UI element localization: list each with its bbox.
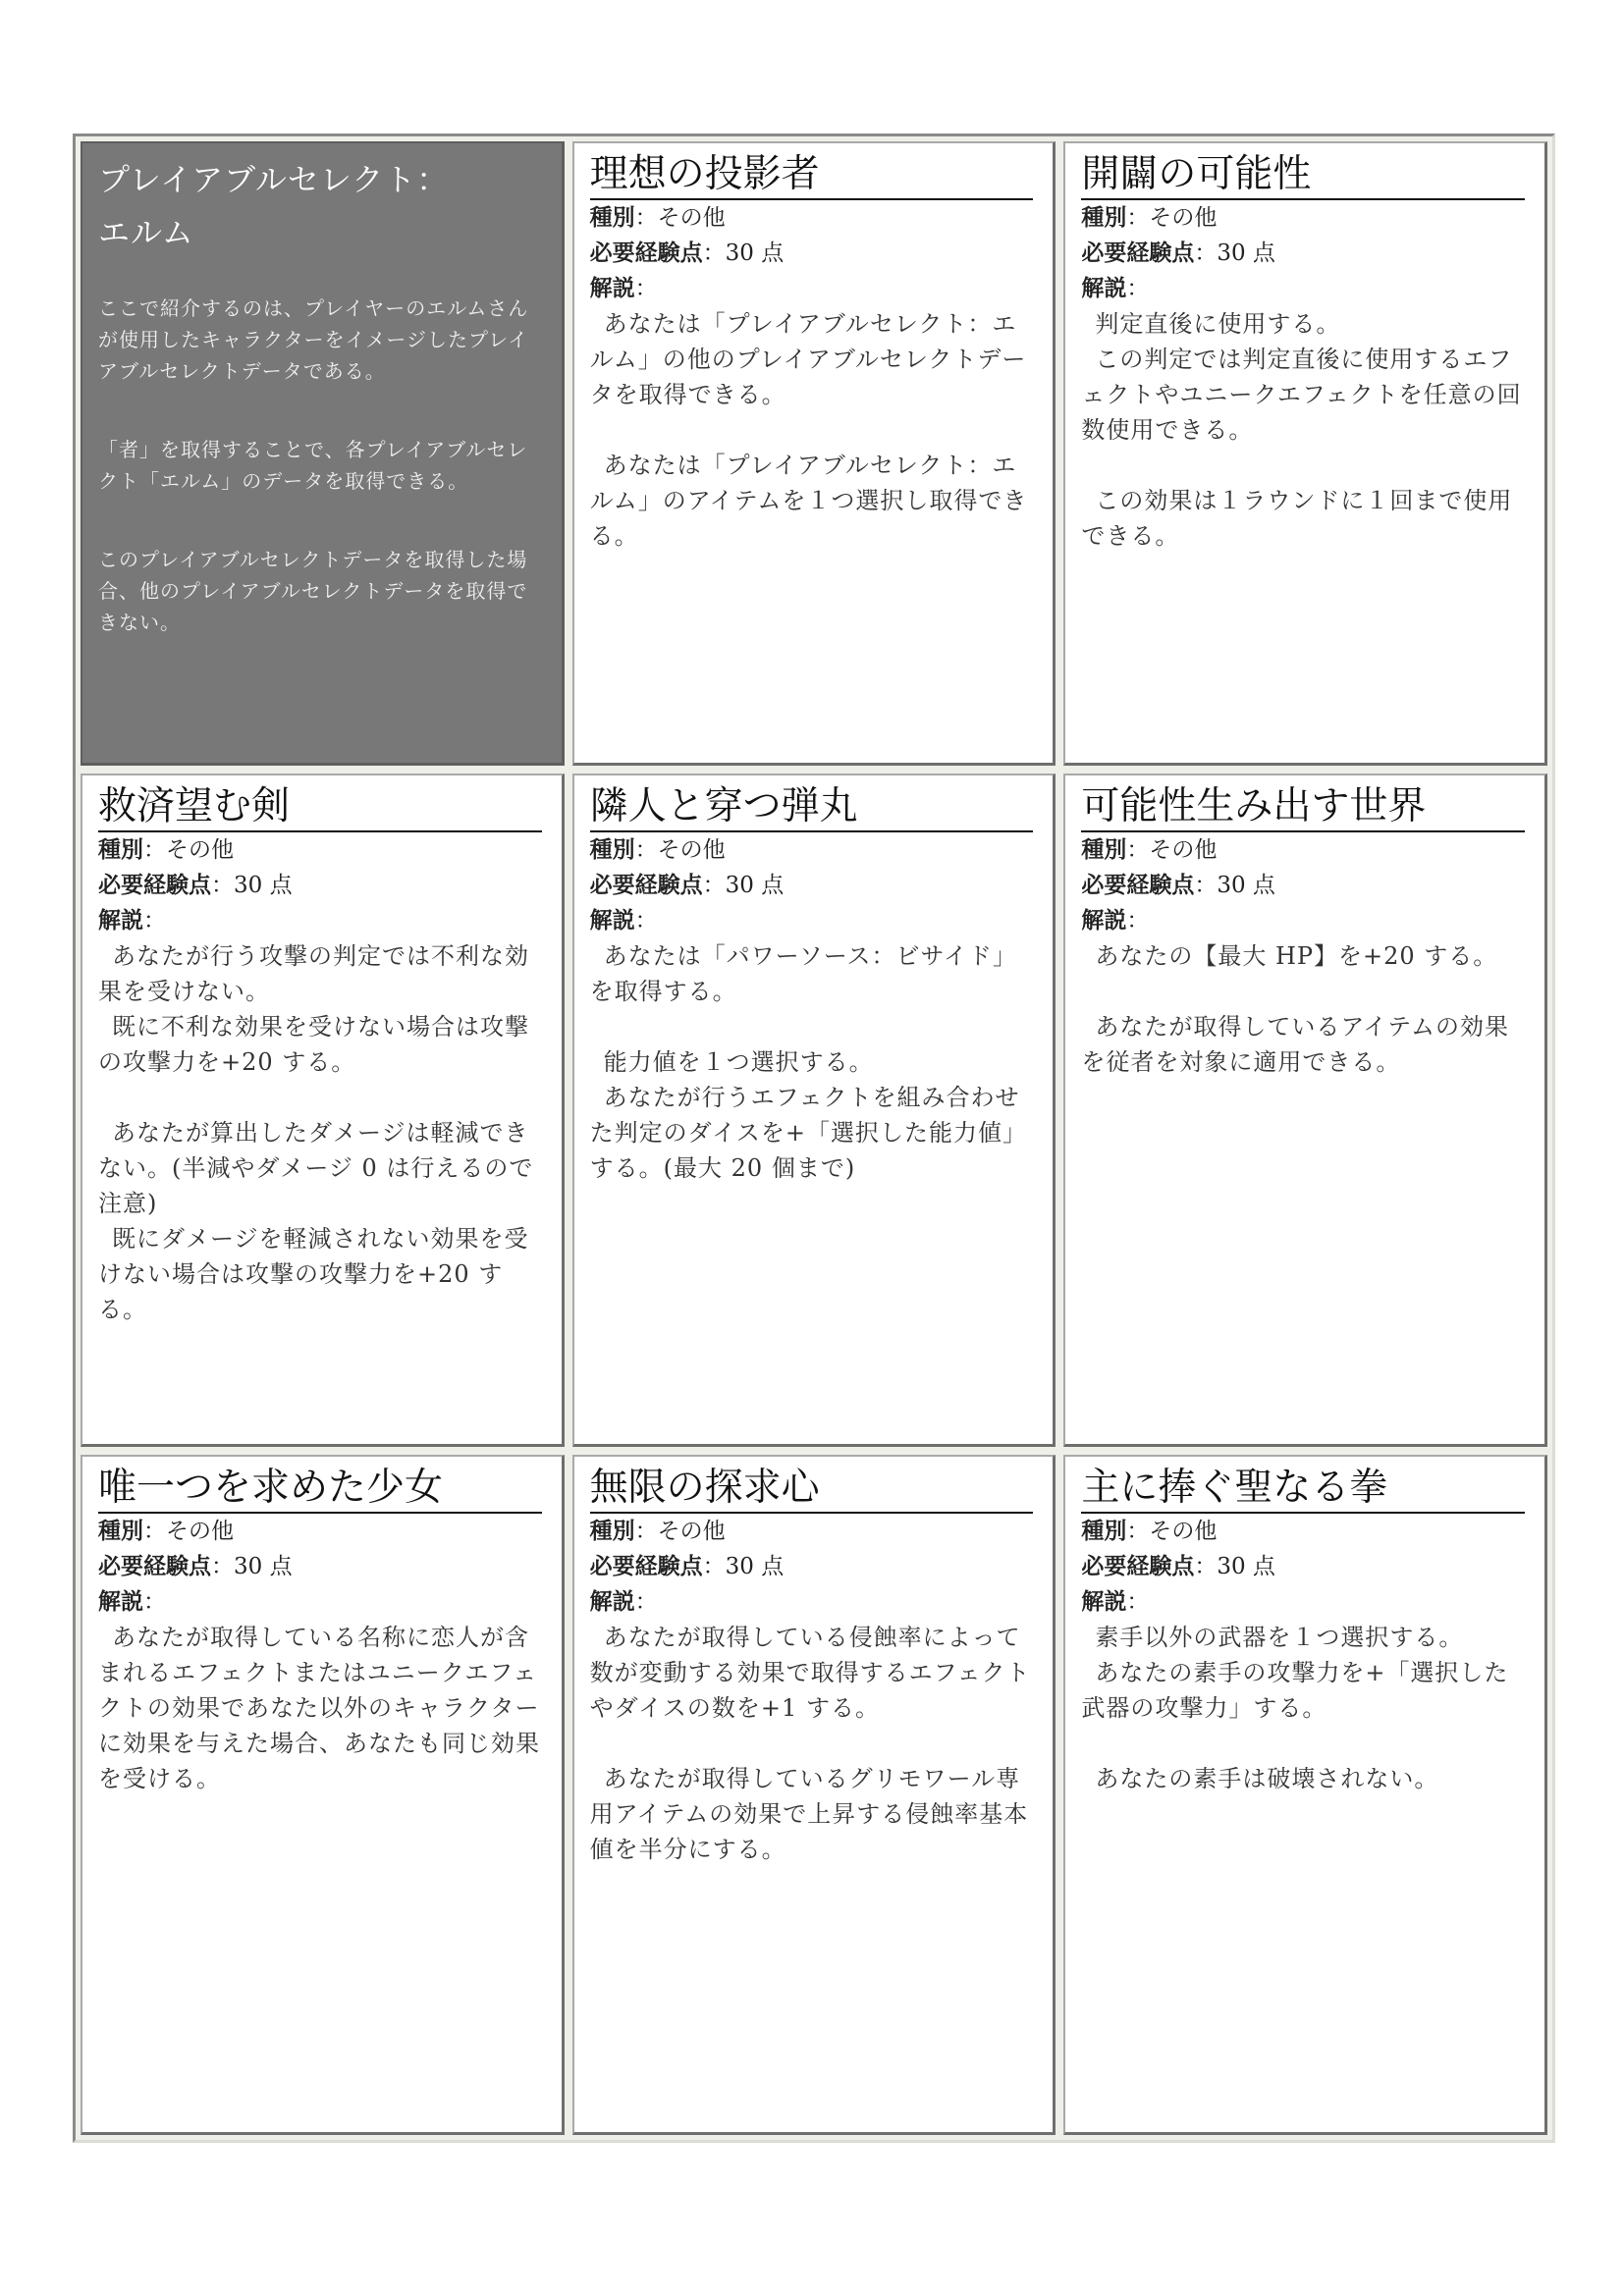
- card-desc-paragraph: 既にダメージを軽減されない効果を受けない場合は攻撃の攻撃力を+20 する。: [98, 1225, 529, 1323]
- card-desc-paragraph: あなたが取得している侵蝕率によって数が変動する効果で取得するエフェクトやダイスの数を+1 する。: [589, 1624, 1031, 1722]
- type-value: その他: [166, 837, 234, 863]
- exp-label: 必要経験点: [589, 873, 703, 898]
- intro-paragraph: 「者」を取得することで、各プレイアブルセレクト「エルム」のデータを取得できる。: [98, 438, 528, 493]
- card-type: 種別：その他: [98, 1519, 234, 1544]
- card-desc: [590, 938, 1040, 1186]
- exp-value: 30 点: [234, 1554, 293, 1579]
- exp-value: 30 点: [725, 873, 785, 898]
- card-exp: 必要経験点：30 点: [98, 873, 293, 898]
- card-desc-paragraph: あなたは「パワーソース：ビサイド」を取得する。: [589, 942, 1017, 1005]
- card-type: 種別：その他: [1081, 837, 1218, 863]
- type-value: その他: [1149, 1519, 1218, 1544]
- type-value: その他: [166, 1519, 234, 1544]
- card-exp: 必要経験点：30 点: [589, 873, 785, 898]
- card-desc: [1081, 306, 1531, 554]
- card-exp: 必要経験点：30 点: [1081, 240, 1275, 266]
- card-desc: [1081, 1620, 1531, 1796]
- card-desc-paragraph: 既に不利な効果を受けない場合は攻撃の攻撃力を+20 する。: [98, 1013, 529, 1076]
- card-desc-paragraph: この効果は１ラウンドに１回まで使用できる。: [1081, 487, 1513, 550]
- card-desc-paragraph: あなたが行うエフェクトを組み合わせた判定のダイスを+「選択した能力値」する。(最大 20 個まで): [589, 1084, 1028, 1182]
- card-title: 唯一つを求めた少女: [98, 1465, 542, 1514]
- card-exp: 必要経験点：30 点: [1081, 1554, 1275, 1579]
- intro-text: [98, 293, 544, 638]
- exp-label: 必要経験点: [589, 1554, 703, 1579]
- card-desc-paragraph: あなたの【最大 HP】を+20 する。: [1095, 942, 1498, 970]
- card-desc-paragraph: あなたが算出したダメージは軽減できない。(半減やダメージ 0 は行えるので注意): [98, 1119, 534, 1217]
- card-desc-heading: 解説：: [589, 1589, 658, 1615]
- card-type: 種別：その他: [589, 837, 726, 863]
- card-title: 無限の探求心: [590, 1465, 1034, 1514]
- card-sheet: [73, 133, 1555, 2143]
- card-desc-paragraph: 能力値を１つ選択する。: [603, 1048, 874, 1076]
- card-desc: [98, 938, 548, 1327]
- exp-value: 30 点: [1217, 1554, 1275, 1579]
- card-desc-heading: 解説：: [589, 908, 658, 934]
- type-label: 種別: [589, 837, 635, 863]
- desc-label: 解説: [98, 908, 143, 934]
- card-exp: 必要経験点：30 点: [1081, 873, 1275, 898]
- card-desc-heading: 解説：: [1081, 908, 1150, 934]
- card-type: 種別：その他: [98, 837, 234, 863]
- card-type: 種別：その他: [1081, 205, 1218, 231]
- feat-card: [81, 1455, 565, 2135]
- type-label: 種別: [98, 1519, 143, 1544]
- card-desc-paragraph: あなたの素手は破壊されない。: [1095, 1765, 1439, 1792]
- card-desc-heading: 解説：: [1081, 1589, 1150, 1615]
- type-label: 種別: [1081, 837, 1127, 863]
- intro-title-line2: エルム: [98, 214, 194, 251]
- type-value: その他: [657, 205, 726, 231]
- feat-card: [1063, 774, 1547, 1447]
- feat-card: [81, 774, 565, 1447]
- desc-label: 解説: [589, 276, 635, 301]
- type-label: 種別: [589, 1519, 635, 1544]
- exp-label: 必要経験点: [1081, 1554, 1195, 1579]
- exp-label: 必要経験点: [589, 240, 703, 266]
- type-label: 種別: [1081, 205, 1127, 231]
- card-desc-paragraph: あなたは「プレイアブルセレクト：エルム」の他のプレイアブルセレクトデータを取得できる。: [589, 310, 1027, 408]
- desc-label: 解説: [1081, 908, 1127, 934]
- card-desc-paragraph: 素手以外の武器を１つ選択する。: [1095, 1624, 1464, 1651]
- card-desc-heading: 解説：: [589, 276, 658, 301]
- desc-label: 解説: [589, 1589, 635, 1615]
- card-title: 主に捧ぐ聖なる拳: [1081, 1465, 1525, 1514]
- intro-title: [98, 153, 544, 259]
- feat-card: [572, 1455, 1056, 2135]
- feat-card: [572, 774, 1056, 1447]
- card-desc: [98, 1620, 548, 1796]
- intro-paragraph: ここで紹介するのは、プレイヤーのエルムさんが使用したキャラクターをイメージしたプレイアブルセレクトデータである。: [98, 296, 529, 383]
- exp-value: 30 点: [725, 240, 785, 266]
- card-desc: [590, 1620, 1040, 1867]
- type-label: 種別: [589, 205, 635, 231]
- card-desc-paragraph: 判定直後に使用する。: [1095, 310, 1341, 338]
- exp-label: 必要経験点: [98, 873, 211, 898]
- type-value: その他: [1149, 205, 1218, 231]
- card-exp: 必要経験点：30 点: [589, 240, 785, 266]
- card-desc-paragraph: あなたが取得しているアイテムの効果を従者を対象に適用できる。: [1081, 1013, 1509, 1076]
- exp-label: 必要経験点: [1081, 240, 1195, 266]
- card-title: 可能性生み出す世界: [1081, 783, 1525, 832]
- type-value: その他: [657, 1519, 726, 1544]
- card-type: 種別：その他: [589, 1519, 726, 1544]
- card-title: 開闢の可能性: [1081, 151, 1525, 200]
- intro-paragraph: このプレイアブルセレクトデータを取得した場合、他のプレイアブルセレクトデータを取得できない。: [98, 548, 528, 634]
- desc-label: 解説: [1081, 276, 1127, 301]
- card-desc-heading: 解説：: [1081, 276, 1150, 301]
- card-desc-paragraph: あなたが取得している名称に恋人が含まれるエフェクトまたはユニークエフェクトの効果であなた以外のキャラクターに効果を与えた場合、あなたも同じ効果を受ける。: [98, 1624, 540, 1792]
- card-desc: [1081, 938, 1531, 1080]
- exp-value: 30 点: [1217, 873, 1275, 898]
- card-title: 救済望む剣: [98, 783, 542, 832]
- card-desc-paragraph: あなたが取得しているグリモワール専用アイテムの効果で上昇する侵蝕率基本値を半分にする。: [589, 1765, 1029, 1863]
- card-title: 理想の投影者: [590, 151, 1034, 200]
- intro-title-line1: プレイアブルセレクト：: [98, 161, 450, 198]
- card-desc-paragraph: あなたは「プレイアブルセレクト：エルム」のアイテムを１つ選択し取得できる。: [589, 452, 1028, 550]
- desc-label: 解説: [589, 908, 635, 934]
- exp-value: 30 点: [725, 1554, 785, 1579]
- feat-card: [572, 141, 1056, 766]
- card-desc-paragraph: あなたの素手の攻撃力を+「選択した武器の攻撃力」する。: [1081, 1659, 1509, 1722]
- intro-card: [81, 141, 565, 766]
- type-label: 種別: [98, 837, 143, 863]
- card-desc-paragraph: あなたが行う攻撃の判定では不利な効果を受けない。: [98, 942, 529, 1005]
- desc-label: 解説: [98, 1589, 143, 1615]
- feat-card: [1063, 141, 1547, 766]
- card-type: 種別：その他: [589, 205, 726, 231]
- card-desc-heading: 解説：: [98, 908, 166, 934]
- type-value: その他: [1149, 837, 1218, 863]
- feat-card: [1063, 1455, 1547, 2135]
- card-desc: [590, 306, 1040, 554]
- card-grid: [81, 141, 1547, 2135]
- card-exp: 必要経験点：30 点: [589, 1554, 785, 1579]
- card-type: 種別：その他: [1081, 1519, 1218, 1544]
- card-exp: 必要経験点：30 点: [98, 1554, 293, 1579]
- exp-value: 30 点: [234, 873, 293, 898]
- type-value: その他: [657, 837, 726, 863]
- exp-label: 必要経験点: [98, 1554, 211, 1579]
- exp-value: 30 点: [1217, 240, 1275, 266]
- desc-label: 解説: [1081, 1589, 1127, 1615]
- card-desc-heading: 解説：: [98, 1589, 166, 1615]
- type-label: 種別: [1081, 1519, 1127, 1544]
- card-title: 隣人と穿つ弾丸: [590, 783, 1034, 832]
- exp-label: 必要経験点: [1081, 873, 1195, 898]
- card-desc-paragraph: この判定では判定直後に使用するエフェクトやユニークエフェクトを任意の回数使用できる。: [1081, 346, 1522, 444]
